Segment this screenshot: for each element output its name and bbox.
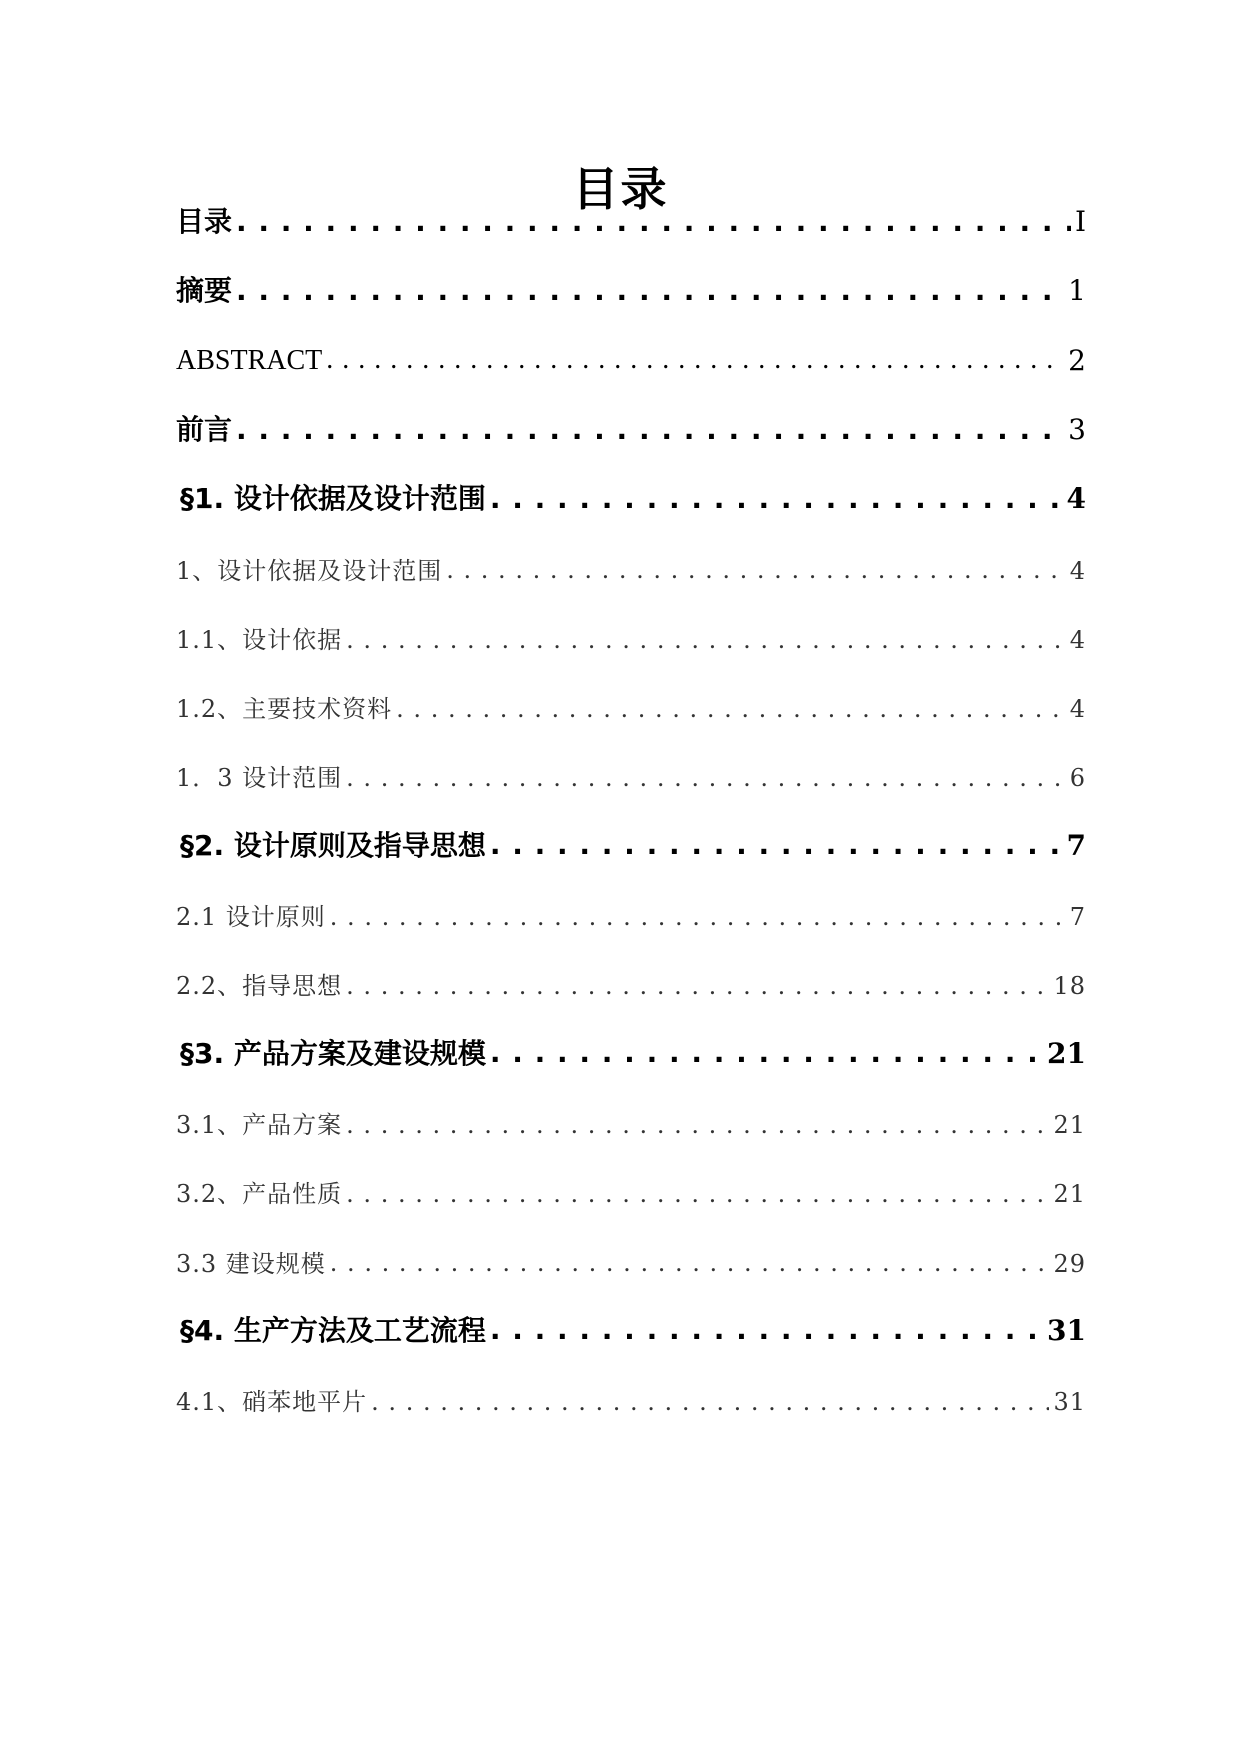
toc-page-number: 31 — [1047, 1313, 1086, 1347]
toc-entry-label: §1. 设计依据及设计范围 — [180, 482, 486, 516]
toc-dot-leader — [346, 625, 1066, 656]
toc-page-number: 1 — [1068, 274, 1086, 308]
toc-entry-level2[interactable] — [176, 1234, 1086, 1280]
toc-dot-leader — [236, 204, 1071, 240]
toc-entry-level2[interactable] — [176, 541, 1086, 587]
toc-page-number: 7 — [1069, 903, 1086, 931]
toc-entry-level2[interactable] — [176, 1164, 1086, 1210]
toc-entry-label: ABSTRACT — [176, 344, 323, 376]
toc-page-number: 29 — [1053, 1249, 1086, 1278]
toc-page-number: 4 — [1069, 556, 1086, 585]
toc-dot-leader — [346, 763, 1066, 794]
toc-entry-level1[interactable] — [176, 194, 1086, 240]
toc-entry-level2[interactable] — [176, 1095, 1086, 1141]
toc-entry-label: 前言 — [176, 412, 233, 446]
toc-page-number: 2 — [1068, 343, 1086, 377]
toc-page-number: 3 — [1068, 412, 1086, 446]
toc-entry-label: 2.2、指导思想 — [176, 972, 343, 1001]
toc-entry-label: 1.1、设计依据 — [176, 625, 343, 654]
toc-page-number: 21 — [1053, 1180, 1086, 1209]
toc-entry-label: 目录 — [176, 205, 233, 238]
toc-entry-label: 摘要 — [176, 274, 233, 308]
toc-page-number: 4 — [1069, 695, 1086, 724]
toc-dot-leader — [330, 1248, 1050, 1279]
toc-entry-label: 1.2、主要技术资料 — [176, 695, 393, 724]
toc-dot-leader — [396, 694, 1066, 725]
toc-dot-leader — [371, 1387, 1049, 1418]
toc-entry-level1[interactable] — [176, 471, 1086, 517]
toc-entry-label: §4. 生产方法及工艺流程 — [180, 1313, 486, 1347]
toc-dot-leader — [330, 902, 1066, 933]
toc-entry-label: 4.1、硝苯地平片 — [176, 1388, 368, 1417]
toc-dot-leader — [490, 481, 1063, 517]
toc-entry-level1[interactable] — [176, 818, 1086, 864]
toc-page-number: 7 — [1066, 828, 1086, 862]
toc-entry-level1[interactable] — [176, 333, 1086, 379]
toc-page-number: 21 — [1047, 1036, 1086, 1070]
toc-dot-leader — [490, 1312, 1043, 1348]
toc-page-number: 31 — [1053, 1388, 1086, 1417]
toc-entry-level2[interactable] — [176, 1372, 1086, 1418]
toc-dot-leader — [326, 342, 1064, 378]
toc-entry-label: 1．3 设计范围 — [176, 764, 343, 793]
toc-entry-label: 3.3 建设规模 — [176, 1249, 326, 1278]
page-title: 目录 — [572, 161, 669, 216]
toc-page-number: 18 — [1053, 972, 1086, 1001]
toc-dot-leader — [490, 1035, 1043, 1071]
toc-entry-label: §3. 产品方案及建设规模 — [180, 1036, 486, 1070]
toc-dot-leader — [236, 273, 1064, 309]
toc-entry-level2[interactable] — [176, 887, 1086, 933]
toc-entry-level1[interactable] — [176, 263, 1086, 309]
toc-dot-leader — [346, 1179, 1049, 1210]
toc-dot-leader — [346, 971, 1049, 1002]
toc-entry-level1[interactable] — [176, 1026, 1086, 1072]
toc-page-number: 6 — [1069, 764, 1086, 793]
toc-page-number: 4 — [1069, 625, 1086, 654]
toc-dot-leader — [446, 555, 1065, 586]
toc-entry-level2[interactable] — [176, 679, 1086, 725]
toc-entry-level1[interactable] — [176, 402, 1086, 448]
toc-page-number: 21 — [1053, 1110, 1086, 1139]
toc-dot-leader — [346, 1110, 1049, 1141]
toc-page-number: I — [1074, 205, 1086, 238]
toc-entry-level2[interactable] — [176, 610, 1086, 656]
toc-dot-leader — [236, 412, 1064, 448]
toc-dot-leader — [490, 827, 1063, 863]
toc-entry-label: 2.1 设计原则 — [176, 903, 326, 931]
toc-entry-label: 1、设计依据及设计范围 — [176, 556, 443, 585]
toc-entry-label: 3.1、产品方案 — [176, 1110, 343, 1139]
toc-entry-label: §2. 设计原则及指导思想 — [180, 828, 486, 862]
toc-page-number: 4 — [1066, 482, 1086, 516]
toc-entry-level1[interactable] — [176, 1303, 1086, 1349]
toc-entry-level2[interactable] — [176, 748, 1086, 794]
toc-entry-level2[interactable] — [176, 956, 1086, 1002]
toc-entry-label: 3.2、产品性质 — [176, 1180, 343, 1209]
